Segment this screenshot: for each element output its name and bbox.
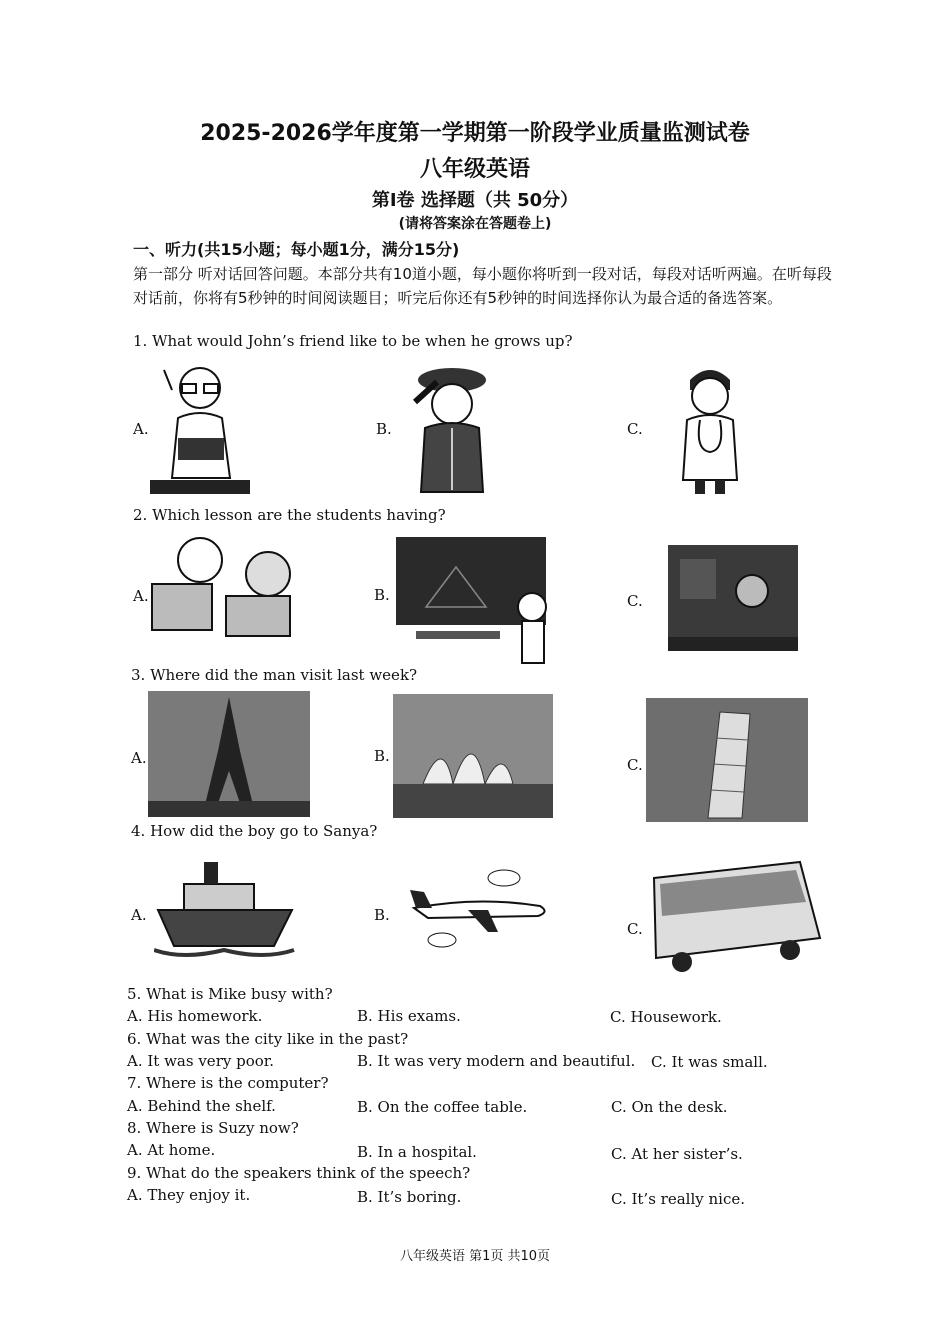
option-c: C. At her sister’s.	[611, 1145, 743, 1163]
option-label: A.	[133, 587, 149, 605]
option-b: B. His exams.	[357, 1007, 461, 1025]
option-label: B.	[374, 586, 390, 604]
teacher-picture	[150, 360, 250, 496]
option-label: C.	[627, 920, 643, 938]
question-4: 4. How did the boy go to Sanya?	[131, 822, 378, 840]
question-7: 7. Where is the computer?	[127, 1074, 329, 1092]
option-label: C.	[627, 756, 643, 774]
option-b: B. It’s boring.	[357, 1188, 462, 1206]
question-3: 3. Where did the man visit last week?	[131, 666, 418, 684]
section-instructions: 第一部分 听对话回答问题。本部分共有10道小题，每小题你将听到一段对话，每段对话听两遍。在听每段对话前，你将有5秒钟的时间阅读题目；听完后你还有5秒钟的时间选择你认为最合适的备选答案。	[133, 265, 832, 307]
option-c: C. On the desk.	[611, 1098, 728, 1116]
option-label: A.	[133, 420, 149, 438]
doctor-picture	[665, 360, 755, 496]
section-heading: 一、听力(共15小题；每小题1分，满分15分)	[133, 240, 460, 259]
page-footer: 八年级英语 第1页 共10页	[399, 1249, 551, 1264]
option-c: C. It was small.	[651, 1053, 768, 1071]
answer-note: (请将答案涂在答题卷上)	[398, 216, 552, 232]
exam-title: 2025-2026学年度第一学期第一阶段学业质量监测试卷	[200, 121, 750, 146]
option-label: B.	[374, 906, 390, 924]
option-label: C.	[627, 592, 643, 610]
option-a: A. Behind the shelf.	[127, 1097, 276, 1115]
option-a: A. It was very poor.	[127, 1052, 275, 1070]
plane-picture	[408, 866, 552, 950]
chemistry-class-picture	[668, 545, 802, 655]
police-officer-picture	[407, 362, 497, 496]
question-5: 5. What is Mike busy with?	[127, 985, 333, 1003]
option-a: A. They enjoy it.	[127, 1186, 251, 1204]
option-label: A.	[131, 906, 147, 924]
ship-picture	[154, 850, 296, 962]
bus-picture	[650, 858, 822, 978]
option-c: C. It’s really nice.	[611, 1190, 745, 1208]
sydney-opera-house-picture	[393, 694, 553, 818]
question-6: 6. What was the city like in the past?	[127, 1030, 409, 1048]
option-a: A. His homework.	[127, 1007, 263, 1025]
leaning-tower-of-pisa-picture	[646, 698, 808, 822]
option-c: C. Housework.	[610, 1008, 722, 1026]
question-9: 9. What do the speakers think of the speech?	[127, 1164, 471, 1182]
computer-class-picture	[148, 530, 308, 640]
option-label: A.	[131, 749, 147, 767]
option-label: B.	[374, 747, 390, 765]
option-label: C.	[627, 420, 643, 438]
question-2: 2. Which lesson are the students having?	[133, 506, 446, 524]
math-class-picture	[396, 537, 554, 665]
eiffel-tower-picture	[148, 691, 310, 817]
option-label: B.	[376, 420, 392, 438]
part-title: 第Ⅰ卷 选择题（共 50分）	[371, 190, 579, 211]
subject-title: 八年级英语	[419, 157, 530, 182]
question-1: 1. What would John’s friend like to be when he grows up?	[133, 332, 573, 350]
question-8: 8. Where is Suzy now?	[127, 1119, 299, 1137]
option-a: A. At home.	[127, 1141, 216, 1159]
option-b: B. On the coffee table.	[357, 1098, 528, 1116]
option-b: B. In a hospital.	[357, 1143, 477, 1161]
option-b: B. It was very modern and beautiful.	[357, 1052, 636, 1070]
